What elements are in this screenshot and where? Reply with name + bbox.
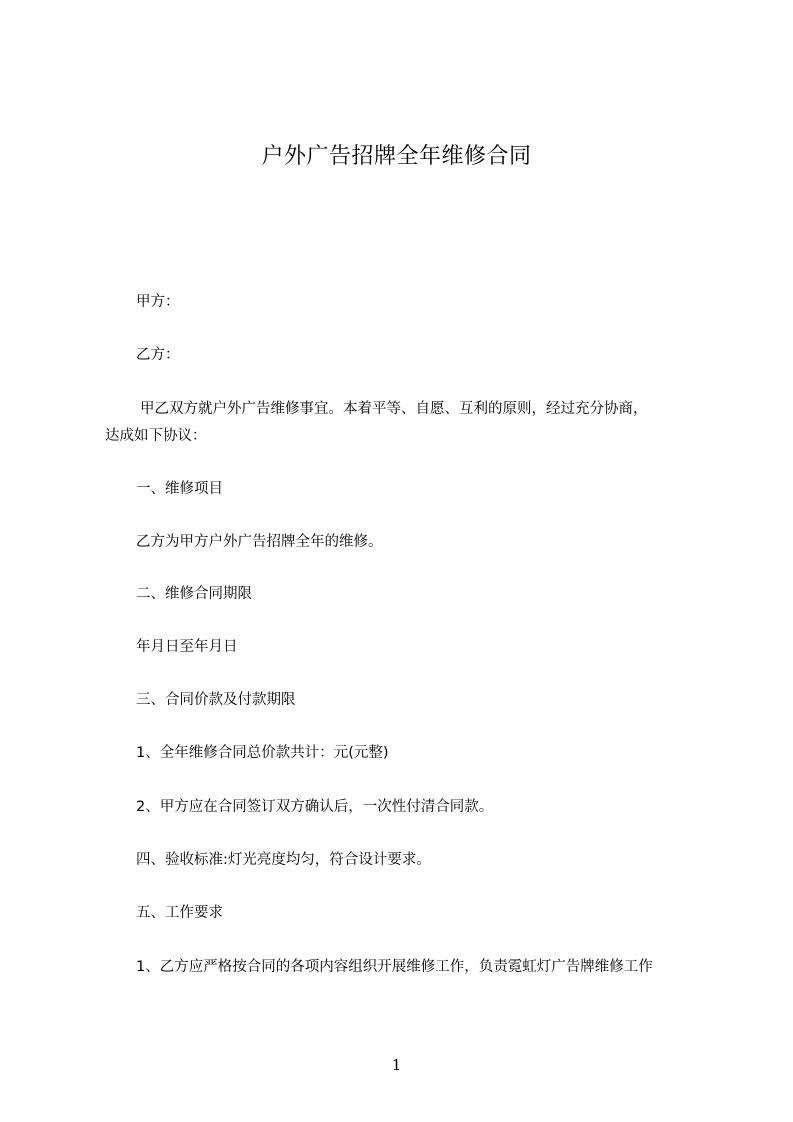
section-1-heading: 一、维修项目 [136, 481, 223, 497]
intro-line-2: 达成如下协议： [105, 428, 207, 444]
section-1-body: 乙方为甲方户外广告招牌全年的维修。 [136, 534, 383, 550]
section-2-body: 年月日至年月日 [136, 639, 238, 655]
page-number: 1 [391, 1056, 402, 1074]
section-5-item-1: 1、乙方应严格按合同的各项内容组织开展维修工作，负责霓虹灯广告牌维修工作 [136, 959, 653, 975]
intro-line-1: 甲乙双方就户外广告维修事宜。本着平等、自愿、互利的原则，经过充分协商， [140, 401, 648, 417]
party-a-label: 甲方： [136, 294, 180, 310]
section-3-item-2: 2、甲方应在合同签订双方确认后，一次性付清合同款。 [136, 799, 494, 815]
section-2-heading: 二、维修合同期限 [136, 586, 252, 602]
party-b-label: 乙方： [136, 347, 180, 363]
section-5-heading: 五、工作要求 [136, 905, 223, 921]
section-3-item-1: 1、全年维修合同总价款共计：元(元整) [136, 745, 389, 761]
document-title: 户外广告招牌全年维修合同 [261, 144, 532, 169]
section-3-heading: 三、合同价款及付款期限 [136, 692, 296, 708]
section-4-heading: 四、验收标准:灯光亮度均匀，符合设计要求。 [136, 852, 431, 868]
